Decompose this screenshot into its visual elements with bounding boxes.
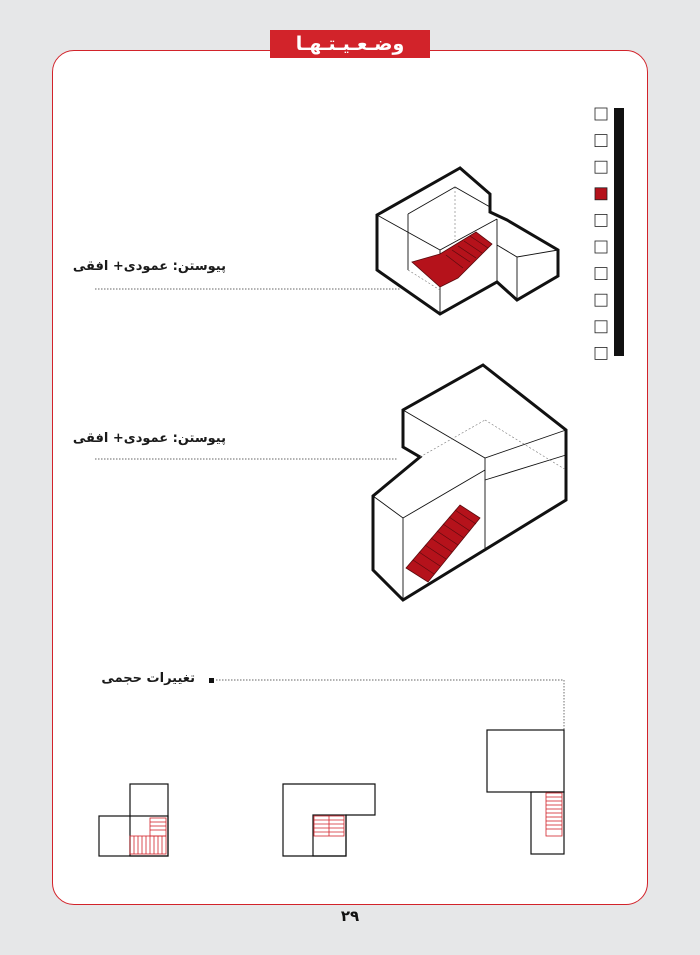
page-number: ۲۹ bbox=[340, 907, 360, 925]
plan-diagram-2 bbox=[283, 784, 375, 856]
index-box bbox=[595, 108, 607, 120]
section-label-3: تغییرات حجمی bbox=[101, 671, 195, 686]
plan-diagram-3 bbox=[487, 730, 564, 854]
index-box-active bbox=[595, 188, 607, 200]
section-label-2: پیوستن: عمودی+ افقی bbox=[72, 431, 226, 446]
index-box bbox=[595, 321, 607, 333]
section-label-1: پیوستن: عمودی+ افقی bbox=[72, 259, 226, 274]
index-box bbox=[595, 268, 607, 280]
bullet-square bbox=[209, 678, 214, 683]
index-box bbox=[595, 241, 607, 253]
chapter-title-tab: وضـعـیـتـهـا bbox=[270, 30, 430, 58]
index-box bbox=[595, 135, 607, 147]
isometric-diagram-1 bbox=[377, 168, 558, 314]
index-box bbox=[595, 347, 607, 359]
section-index-bar bbox=[595, 108, 624, 359]
isometric-diagram-2 bbox=[373, 365, 566, 600]
plan-diagram-1 bbox=[99, 784, 168, 856]
index-box bbox=[595, 161, 607, 173]
index-box bbox=[595, 294, 607, 306]
index-bar-spine bbox=[614, 108, 624, 356]
index-box bbox=[595, 214, 607, 226]
